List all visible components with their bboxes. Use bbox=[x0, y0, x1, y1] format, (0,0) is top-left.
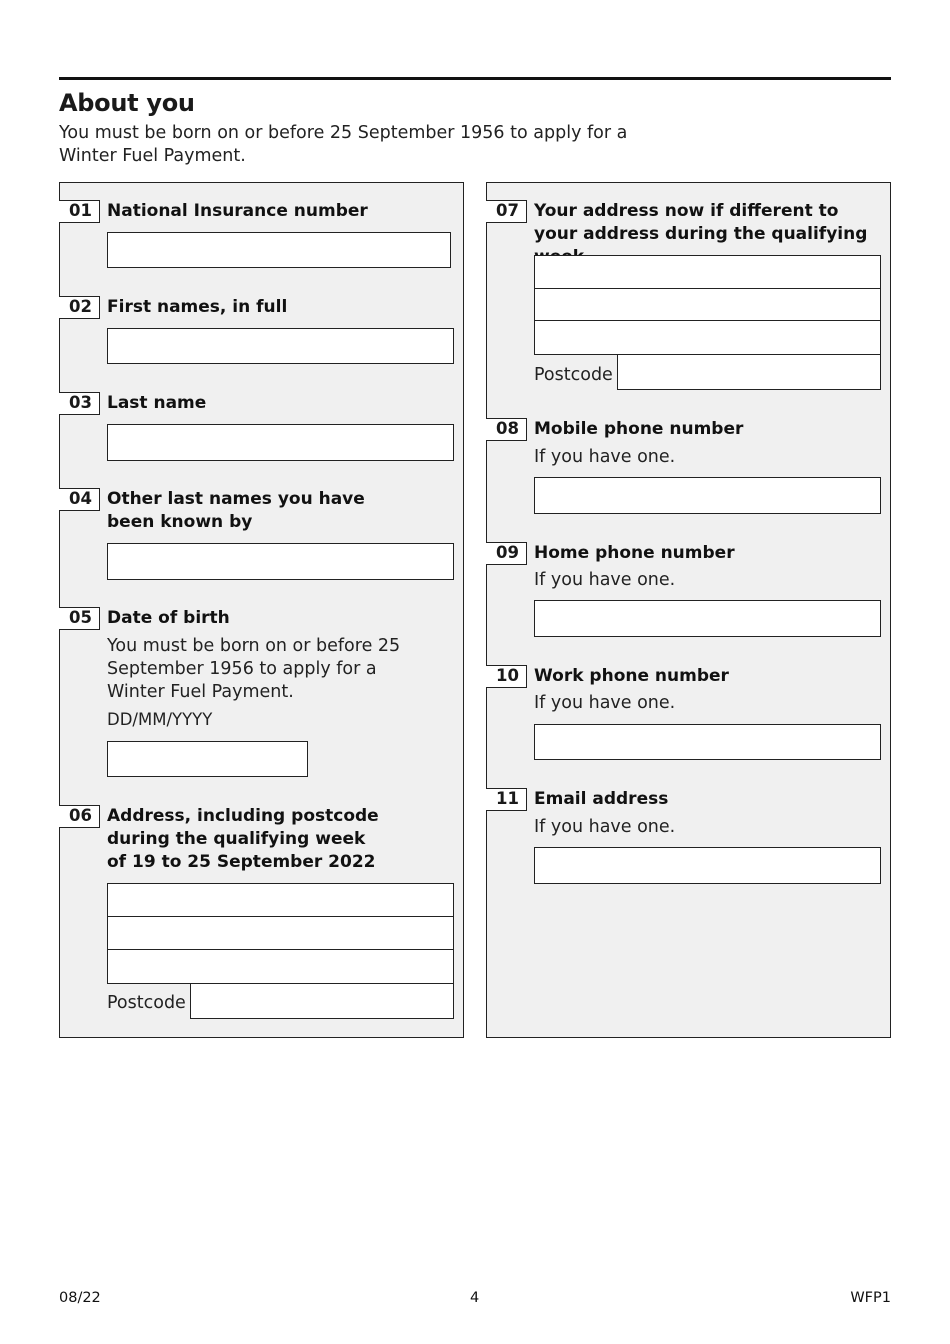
question-number-04: 04 bbox=[59, 488, 100, 511]
mobile-phone-hint: If you have one. bbox=[534, 447, 676, 467]
question-number-01: 01 bbox=[59, 200, 100, 223]
question-number-10: 10 bbox=[486, 665, 527, 688]
home-phone-hint: If you have one. bbox=[534, 570, 676, 590]
question-number-07: 07 bbox=[486, 200, 527, 223]
question-label-home-phone: Home phone number bbox=[534, 543, 735, 563]
question-number-02: 02 bbox=[59, 296, 100, 319]
question-label-mobile-phone: Mobile phone number bbox=[534, 419, 744, 439]
first-names-input[interactable] bbox=[107, 328, 454, 364]
date-of-birth-input[interactable] bbox=[107, 741, 308, 777]
mobile-phone-input[interactable] bbox=[534, 477, 881, 514]
current-address-line-2[interactable] bbox=[534, 288, 881, 321]
email-hint: If you have one. bbox=[534, 817, 676, 837]
question-label-last-name: Last name bbox=[107, 393, 207, 413]
section-divider bbox=[59, 77, 891, 80]
qualifying-address-line-1[interactable] bbox=[107, 883, 454, 917]
current-postcode-input[interactable] bbox=[617, 354, 881, 390]
footer-page-number: 4 bbox=[470, 1290, 480, 1306]
question-number-05: 05 bbox=[59, 607, 100, 630]
national-insurance-number-input[interactable] bbox=[107, 232, 451, 268]
question-label-national-insurance: National Insurance number bbox=[107, 201, 368, 221]
question-label-email: Email address bbox=[534, 789, 669, 809]
footer-date-code: 08/22 bbox=[59, 1290, 101, 1306]
section-intro: You must be born on or before 25 September 1956 to apply for a Winter Fuel Payment. bbox=[59, 123, 628, 166]
question-label-work-phone: Work phone number bbox=[534, 666, 729, 686]
other-last-names-input[interactable] bbox=[107, 543, 454, 580]
email-input[interactable] bbox=[534, 847, 881, 884]
question-number-09: 09 bbox=[486, 542, 527, 565]
current-address-line-1[interactable] bbox=[534, 255, 881, 289]
question-label-qualifying-address: Address, including postcode during the qualifying week of 19 to 25 September 2022 bbox=[107, 806, 379, 872]
work-phone-input[interactable] bbox=[534, 724, 881, 760]
qualifying-address-line-2[interactable] bbox=[107, 916, 454, 950]
question-number-08: 08 bbox=[486, 418, 527, 441]
question-number-03: 03 bbox=[59, 392, 100, 415]
footer-form-code: WFP1 bbox=[850, 1290, 891, 1306]
qualifying-postcode-input[interactable] bbox=[190, 983, 454, 1019]
qualifying-postcode-label: Postcode bbox=[107, 993, 186, 1013]
question-label-other-last-names: Other last names you have been known by bbox=[107, 489, 365, 532]
qualifying-address-line-3[interactable] bbox=[107, 949, 454, 984]
question-label-date-of-birth: Date of birth bbox=[107, 608, 230, 628]
current-postcode-label: Postcode bbox=[534, 365, 613, 385]
question-number-11: 11 bbox=[486, 788, 527, 811]
date-format-hint: DD/MM/YYYY bbox=[107, 710, 213, 729]
question-label-first-names: First names, in full bbox=[107, 297, 288, 317]
work-phone-hint: If you have one. bbox=[534, 693, 676, 713]
date-of-birth-hint: You must be born on or before 25 September 1956 to apply for a Winter Fuel Payment. bbox=[107, 636, 401, 702]
question-label-current-address: Your address now if different to your address during the qualifying bbox=[534, 201, 868, 244]
section-title: About you bbox=[59, 89, 195, 117]
last-name-input[interactable] bbox=[107, 424, 454, 461]
home-phone-input[interactable] bbox=[534, 600, 881, 637]
current-address-line-3[interactable] bbox=[534, 320, 881, 355]
question-number-06: 06 bbox=[59, 805, 100, 828]
